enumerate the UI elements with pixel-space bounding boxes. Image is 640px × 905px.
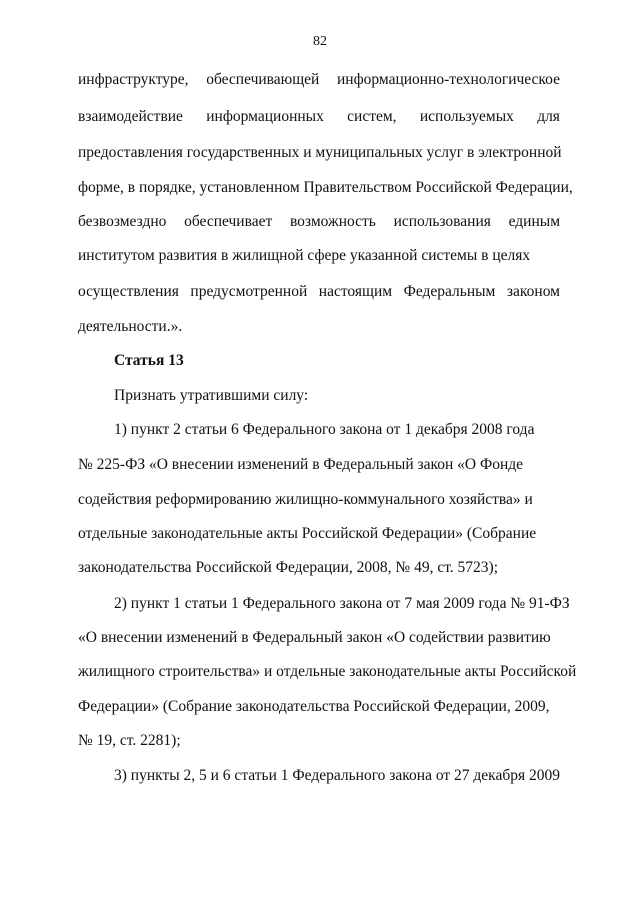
word: возможность (289, 213, 376, 230)
paragraph-line (78, 70, 560, 90)
word: взаимодействие (78, 108, 183, 125)
word: настоящим (318, 283, 393, 300)
item-line: 3) пункты 2, 5 и 6 статьи 1 Федерального закона от 27 декабря 2009 (114, 767, 560, 784)
item-line: жилищного строительства» и отдельные законодательные акты Российской (78, 663, 577, 680)
word: инфраструктуре, (78, 71, 189, 88)
paragraph-line (78, 282, 560, 302)
word: информационно-технологическое (336, 71, 560, 88)
word: законом (506, 283, 560, 300)
word: безвозмездно (78, 213, 167, 230)
article-intro: Признать утратившими силу: (114, 387, 309, 404)
word: обеспечивает (184, 213, 273, 230)
item-line: № 19, ст. 2281); (78, 732, 181, 749)
word: систем, (347, 108, 397, 125)
item-line: законодательства Российской Федерации, 2008, № 49, ст. 5723); (78, 559, 499, 576)
word: используемых (419, 108, 514, 125)
word: для (537, 108, 560, 125)
page-number: 82 (313, 34, 327, 49)
item-line: отдельные законодательные акты Российской Федерации» (Собрание (78, 525, 537, 542)
item-line: Федерации» (Собрание законодательства Российской Федерации, 2009, (78, 698, 550, 715)
word: информационных (206, 108, 324, 125)
paragraph-line (78, 107, 560, 127)
paragraph-line: институтом развития в жилищной сфере указанной системы в целях (78, 247, 531, 264)
word: обеспечивающей (206, 71, 320, 88)
item-line: № 225-ФЗ «О внесении изменений в Федеральный закон «О Фонде (78, 456, 524, 473)
item-line: 2) пункт 1 статьи 1 Федерального закона от 7 мая 2009 года № 91-ФЗ (114, 595, 570, 612)
item-line: 1) пункт 2 статьи 6 Федерального закона от 1 декабря 2008 года (114, 421, 535, 438)
item-line: содействия реформированию жилищно-коммунального хозяйства» и (78, 491, 533, 508)
paragraph-line: деятельности.». (78, 318, 183, 335)
word: единым (508, 213, 560, 230)
paragraph-line (78, 212, 560, 232)
word: осуществления (78, 283, 179, 300)
word: предусмотренной (190, 283, 308, 300)
item-line: «О внесении изменений в Федеральный закон «О содействии развитию (78, 629, 551, 646)
paragraph-line: предоставления государственных и муниципальных услуг в электронной (78, 144, 562, 161)
word: использования (393, 213, 491, 230)
word: Федеральным (403, 283, 496, 300)
paragraph-line: форме, в порядке, установленном Правительством Российской Федерации, (78, 179, 573, 196)
article-heading: Статья 13 (114, 352, 184, 369)
